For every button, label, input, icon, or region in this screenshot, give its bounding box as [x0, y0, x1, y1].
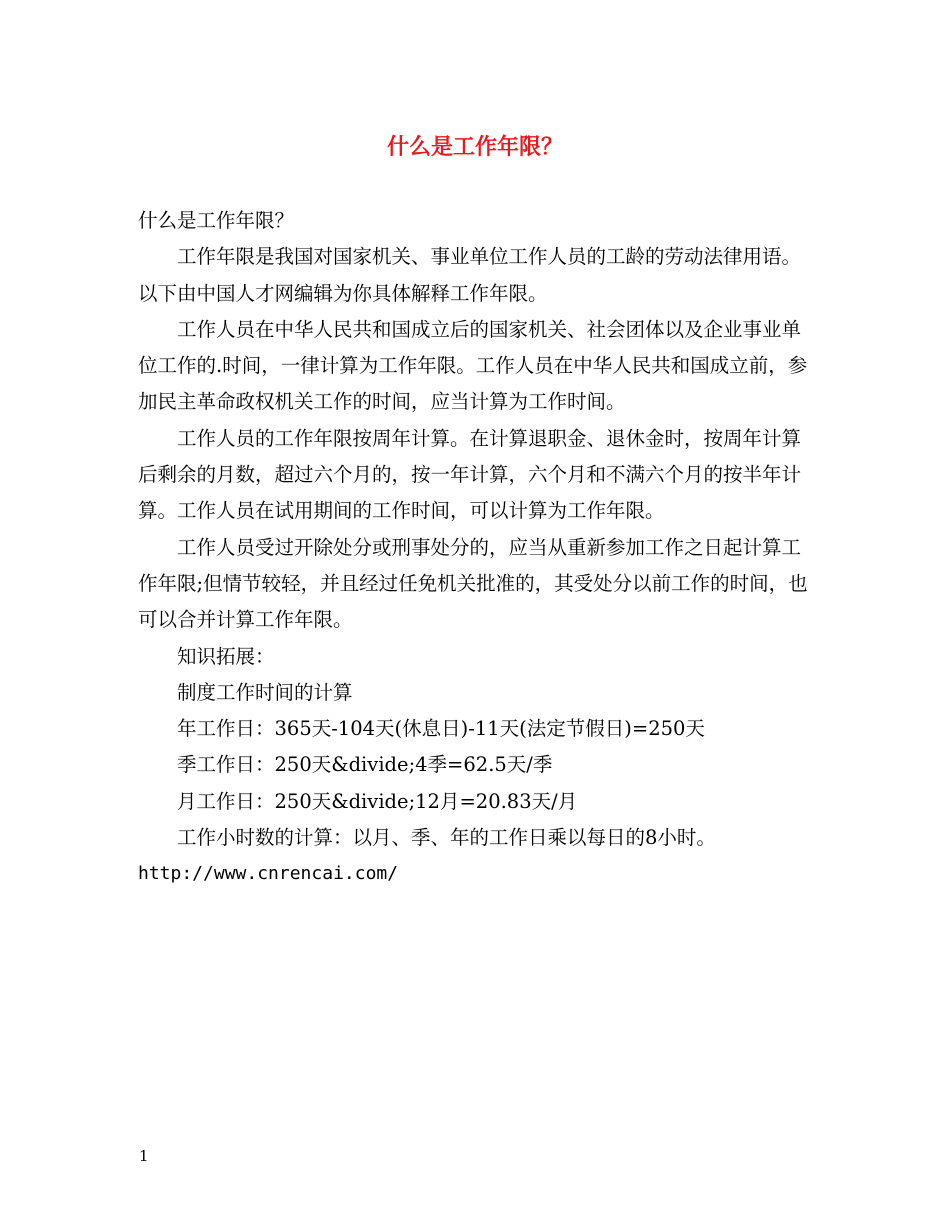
annual-workdays-line: 年工作日：365天-104天(休息日)-11天(法定节假日)=250天: [177, 717, 705, 741]
page-number: 1: [139, 1147, 149, 1165]
source-link[interactable]: http://www.cnrencai.com/: [138, 863, 399, 885]
monthly-workdays-line: 月工作日：250天&divide;12月=20.83天/月: [177, 789, 578, 813]
paragraph-definition: 工作年限是我国对国家机关、事业单位工作人员的工龄的劳动法律用语。以下由中国人才网编辑为你具体解释工作年限。: [138, 245, 802, 305]
document-title: 什么是工作年限？: [386, 134, 563, 160]
paragraph-disciplinary: 工作人员受过开除处分或刑事处分的，应当从重新参加工作之日起计算工作年限;但情节较轻，并且经过任免机关批准的，其受处分以前工作的时间，也可以合并计算工作年限。: [138, 535, 808, 632]
knowledge-extension-label: 知识拓展：: [177, 644, 275, 668]
paragraph-scope: 工作人员在中华人民共和国成立后的国家机关、社会团体以及企业事业单位工作的.时间，一律计算为工作年限。工作人员在中华人民共和国成立前，参加民主革命政权机关工作的时间，应当计算为工作时间。: [138, 317, 808, 414]
quarterly-workdays-line: 季工作日：250天&divide;4季=62.5天/季: [177, 753, 553, 777]
question-heading: 什么是工作年限？: [138, 209, 295, 232]
document-body: [138, 203, 818, 893]
working-time-heading: 制度工作时间的计算: [177, 680, 353, 704]
work-hours-line: 工作小时数的计算：以月、季、年的工作日乘以每日的8小时。: [177, 826, 716, 850]
paragraph-calculation: 工作人员的工作年限按周年计算。在计算退职金、退休金时，按周年计算后剩余的月数，超过六个月的，按一年计算，六个月和不满六个月的按半年计算。工作人员在试用期间的工作时间，可以计算为工作年限。: [138, 426, 802, 523]
